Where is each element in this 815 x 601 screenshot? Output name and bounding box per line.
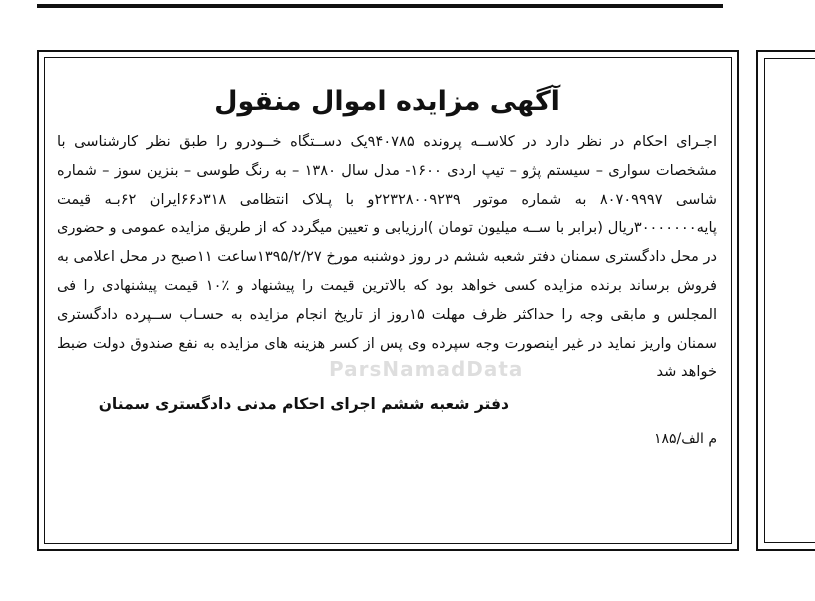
notice-inner-border bbox=[44, 57, 732, 544]
notice-body: اجـرای احکام در نظر دارد در کلاســه پرونده ۹۴۰۷۸۵یک دســتگاه خــودرو را طبق نظر کارشناسی با مشخصات سواری – سیستم پژو – تیپ اردی ۱۶۰۰- مدل سال ۱۳۸۰ – به رنگ طوسی – بنزین سوز – شماره شاسی ۸۰۷۰۹۹۹۷ به شماره موتور ۲۲۳۲۸۰۰۹۲۳۹و با پـلاک انتظامی ۳۱۸د۶۶ایران ۶۲بـه قیمت پایه۳۰۰۰۰۰۰۰ریال (برابر با ســه میلیون تومان )ارزیابی و تعیین میگردد که از طریق مزایده عمومی و حضوری در محل دادگستری سمنان دفتر شعبه ششم در روز دوشنبه مورخ ۱۳۹۵/۲/۲۷ساعت ۱۱صبح در محل اعلامی به فروش برساند برنده مزایده کسی خواهد بود که بالاترین قیمت را پیشنهاد و ٪۱۰ قیمت پیشنهادی را فی المجلس و مابقی وجه را حداکثر ظرف مهلت ۱۵روز از تاریخ انجام مزایده به حسـاب ســپرده دادگستری سمنان واریز نماید در غیر اینصورت وجه سپرده وی پس از کسر هزینه های مزایده به نفع صندوق دولت ضبط خواهد شد bbox=[56, 133, 718, 381]
notice-box bbox=[37, 50, 739, 551]
notice-signature: دفتر شعبه ششم اجرای احکام مدنی دادگستری سمنان bbox=[98, 395, 509, 414]
adjacent-notice-frame bbox=[756, 50, 815, 551]
notice-content bbox=[57, 58, 717, 543]
adjacent-notice-inner-border bbox=[764, 58, 815, 543]
top-border-rule bbox=[37, 4, 723, 8]
notice-reference-number: م الف/۱۸۵ bbox=[653, 431, 717, 448]
notice-title: آگهی مزایده اموال منقول bbox=[214, 86, 560, 117]
watermark-text: ParsNamadData bbox=[329, 357, 524, 381]
